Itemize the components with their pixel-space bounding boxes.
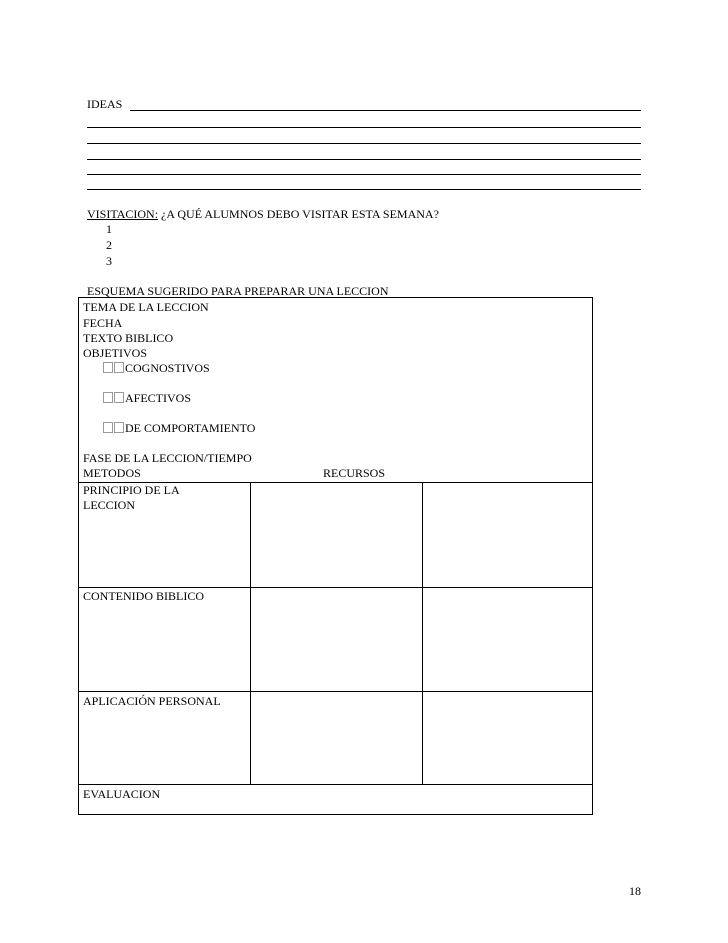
checkbox-icon [103, 392, 113, 403]
texto-biblico-label: TEXTO BIBLICO [83, 331, 174, 345]
esquema-title: ESQUEMA SUGERIDO PARA PREPARAR UNA LECCION [87, 284, 389, 298]
visit-item-1: 1 [106, 222, 112, 236]
visitacion-label: VISITACION: [87, 207, 159, 221]
row-principio-label-2: LECCION [83, 498, 135, 512]
table-divider [79, 587, 592, 588]
visitacion-question: ¿A QUÉ ALUMNOS DEBO VISITAR ESTA SEMANA? [158, 207, 439, 221]
metodos-label: METODOS [83, 466, 141, 480]
ideas-label: IDEAS [87, 97, 123, 111]
checkbox-icon [114, 392, 124, 403]
table-divider [79, 784, 592, 785]
table-divider [79, 691, 592, 692]
objetivo-afectivos: AFECTIVOS [103, 391, 191, 405]
objetivo-comportamiento: DE COMPORTAMIENTO [103, 421, 255, 435]
recursos-label: RECURSOS [323, 466, 386, 480]
objetivos-label: OBJETIVOS [83, 346, 148, 360]
visit-item-2: 2 [106, 238, 112, 252]
checkbox-icon [114, 362, 124, 373]
ideas-line-5 [87, 174, 641, 175]
visitacion-heading [87, 207, 439, 222]
objetivo-cognostivos: COGNOSTIVOS [103, 361, 210, 375]
checkbox-icon [114, 422, 124, 433]
ideas-line-6 [87, 189, 641, 190]
checkbox-icon [103, 422, 113, 433]
tema-label: TEMA DE LA LECCION [83, 300, 209, 314]
fase-label: FASE DE LA LECCION/TIEMPO [83, 451, 252, 465]
fecha-label: FECHA [83, 316, 123, 330]
column-divider [422, 482, 423, 784]
ideas-line-4 [87, 159, 641, 160]
visit-item-3: 3 [106, 254, 112, 268]
page-number: 18 [629, 884, 641, 898]
row-principio-label: PRINCIPIO DE LA [83, 483, 180, 497]
column-divider [250, 482, 251, 784]
ideas-line-2 [87, 127, 641, 128]
row-evaluacion-label: EVALUACION [83, 787, 161, 801]
checkbox-icon [103, 362, 113, 373]
row-aplicacion-label: APLICACIÓN PERSONAL [83, 694, 221, 708]
row-contenido-label: CONTENIDO BIBLICO [83, 589, 204, 603]
lesson-plan-table [78, 297, 593, 815]
ideas-line-1 [130, 110, 641, 111]
ideas-line-3 [87, 143, 641, 144]
